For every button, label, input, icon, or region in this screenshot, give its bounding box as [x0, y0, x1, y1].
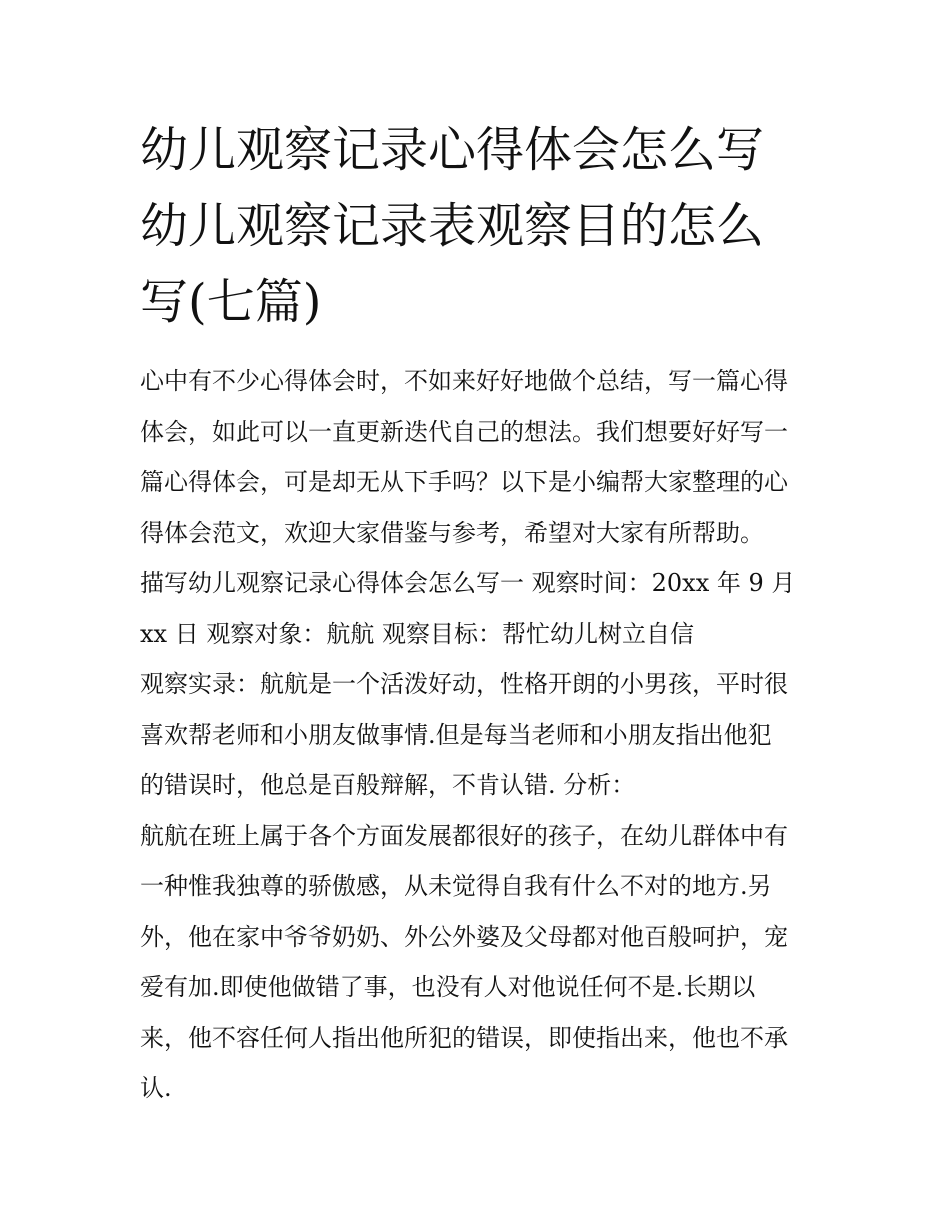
body-line-14: 来，他不容任何人指出他所犯的错误，即使指出来，他也不承 [140, 1023, 788, 1052]
document-content [140, 112, 812, 1114]
title-line-2: 幼儿观察记录表观察目的怎么 [140, 198, 765, 254]
body-line-1: 心中有不少心得体会时，不如来好好地做个总结，写一篇心得 [140, 367, 788, 395]
body-line-12: 外，他在家中爷爷奶奶、外公外婆及父母都对他百般呵护，宠 [140, 922, 788, 951]
body-line-7: 观察实录：航航是一个活泼好动，性格开朗的小男孩，平时很 [140, 670, 788, 698]
body-line-15: 认. [140, 1074, 172, 1102]
body-line-9: 的错误时，他总是百般辩解，不肯认错. 分析： [140, 771, 636, 799]
body-line-2: 体会，如此可以一直更新迭代自己的想法。我们想要好好写一 [140, 417, 788, 446]
document-title [140, 112, 812, 340]
document-body [140, 356, 812, 1114]
body-line-6: xx 日 观察对象：航航 观察目标：帮忙幼儿树立自信 [140, 619, 694, 648]
title-line-1: 幼儿观察记录心得体会怎么写 [140, 122, 765, 178]
body-line-5: 描写幼儿观察记录心得体会怎么写一 观察时间：20xx 年 9 月 [140, 569, 796, 597]
body-line-11: 一种惟我独尊的骄傲感，从未觉得自我有什么不对的地方.另 [140, 872, 772, 900]
body-line-4: 得体会范文，欢迎大家借鉴与参考，希望对大家有所帮助。 [140, 518, 764, 547]
body-line-8: 喜欢帮老师和小朋友做事情.但是每当老师和小朋友指出他犯 [140, 720, 772, 749]
title-line-3: 写(七篇) [140, 274, 322, 330]
body-line-10: 航航在班上属于各个方面发展都很好的孩子，在幼儿群体中有 [140, 821, 788, 850]
body-line-3: 篇心得体会，可是却无从下手吗？以下是小编帮大家整理的心 [140, 468, 788, 496]
body-line-13: 爱有加.即使他做错了事，也没有人对他说任何不是.长期以 [140, 973, 756, 1001]
